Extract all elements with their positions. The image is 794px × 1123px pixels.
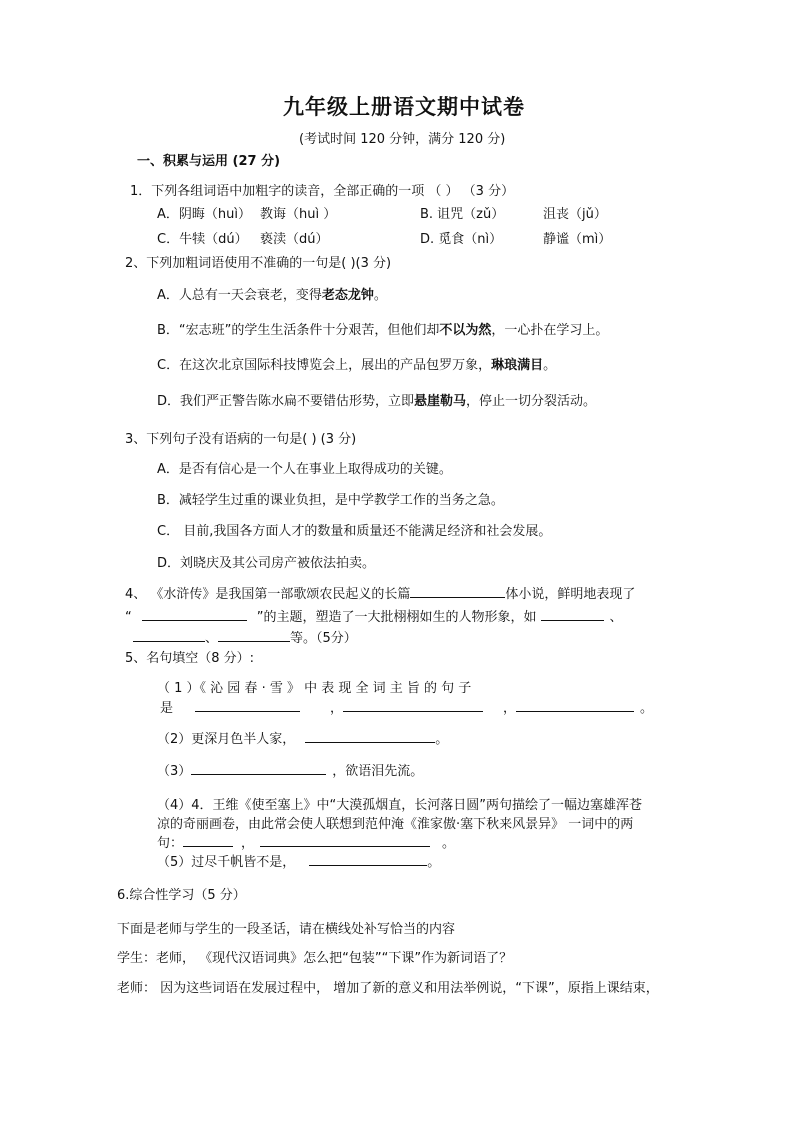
page-title: 九年级上册语文期中试卷 bbox=[283, 95, 525, 119]
q4-sep2: 、 bbox=[205, 631, 219, 646]
option-2d-post: ，停止一切分裂活动。 bbox=[466, 394, 597, 409]
question-4-line3 bbox=[133, 627, 357, 646]
question-1-stem: 1．下列各组词语中加粗字的读音，全部正确的一项 （ ） （3 分） bbox=[130, 184, 515, 199]
answer-blank[interactable] bbox=[309, 853, 427, 866]
option-2b-term: 不以为然 bbox=[439, 323, 492, 338]
option-3a: A．是否有信心是一个人在事业上取得成功的关键。 bbox=[157, 462, 452, 477]
option-1a-word1: A．阴晦（huì） bbox=[157, 207, 251, 222]
answer-blank[interactable] bbox=[133, 629, 205, 642]
option-1a-word2: 教诲（huì ） bbox=[260, 207, 337, 222]
option-1c-word1: C．牛犊（dú） bbox=[157, 232, 248, 247]
q4-text-2: 体小说，鲜明地表现了 bbox=[505, 587, 636, 602]
question-2-stem: 2、下列加粗词语使用不准确的一句是( )(3 分) bbox=[125, 256, 392, 271]
option-3d: D．刘晓庆及其公司房产被依法拍卖。 bbox=[157, 556, 376, 571]
answer-blank[interactable] bbox=[218, 629, 290, 642]
q5-item-1-line1: （ 1 ）《 沁 园 春 · 雪 》 中 表 现 全 词 主 旨 的 句 子 bbox=[157, 681, 472, 696]
answer-blank[interactable] bbox=[516, 699, 634, 712]
exam-info: (考试时间 120 分钟，满分 120 分) bbox=[299, 132, 506, 147]
q5-item-3 bbox=[157, 760, 423, 779]
q6-student-line: 学生：老师， 《现代汉语词典》怎么把“包装”“下课”作为新词语了？ bbox=[117, 951, 513, 966]
option-2c-pre: C．在这次北京国际科技博览会上，展出的产品包罗万象， bbox=[157, 358, 492, 373]
q5-item-4-line1: （4）4．王维《使至塞上》中“大漠孤烟直，长河落日圆”两句描绘了一幅边塞雄浑苍 bbox=[157, 798, 643, 813]
option-2d-pre: D．我们严正警告陈水扁不要错估形势，立即 bbox=[157, 394, 415, 409]
q5-item-3-text: ，欲语泪先流。 bbox=[332, 764, 424, 779]
section-heading: 一、积累与运用 (27 分) bbox=[137, 154, 281, 169]
option-2a-pre: A．人总有一天会衰老，变得 bbox=[157, 288, 322, 303]
q5-item-2-text: （2）更深月色半人家， bbox=[157, 732, 296, 747]
option-1b-word2: 沮丧（jǔ） bbox=[543, 207, 607, 222]
option-2d-term: 悬崖勒马 bbox=[414, 394, 467, 409]
answer-blank[interactable] bbox=[305, 730, 435, 743]
q5-period: 。 bbox=[435, 732, 449, 747]
q5-item-4-line3 bbox=[157, 832, 455, 851]
q5-item-4-sentence: 句： bbox=[157, 836, 184, 851]
q6-intro: 下面是老师与学生的一段圣话，请在横线处补写恰当的内容 bbox=[117, 922, 456, 937]
option-2b-post: ，一心扑在学习上。 bbox=[491, 323, 609, 338]
question-3-stem: 3、下列句子没有语病的一句是( ) (3 分) bbox=[125, 432, 357, 447]
answer-blank[interactable] bbox=[142, 608, 247, 621]
q5-item-4-line2: 凉的奇丽画卷，由此常会使人联想到范仲淹《淮家傲·塞下秋来风景异》 一词中的两 bbox=[157, 817, 634, 832]
q5-comma: ， bbox=[330, 701, 344, 716]
option-3c: C． 目前,我国各方面人才的数量和质量还不能满足经济和社会发展。 bbox=[157, 524, 552, 539]
option-3b: B．减轻学生过重的课业负担，是中学教学工作的当务之急。 bbox=[157, 493, 504, 508]
q5-period: 。 bbox=[640, 701, 654, 716]
q5-item-5 bbox=[157, 851, 440, 870]
q5-comma: ， bbox=[241, 836, 255, 851]
q5-item-1-line2 bbox=[160, 697, 653, 716]
question-6-stem: 6.综合性学习（5 分） bbox=[117, 888, 246, 903]
q5-item-2 bbox=[157, 728, 448, 747]
question-4-line1 bbox=[125, 583, 635, 602]
option-2c-post: 。 bbox=[543, 358, 557, 373]
option-2b bbox=[157, 319, 608, 338]
option-2c bbox=[157, 354, 556, 373]
option-2c-term: 琳琅满目 bbox=[491, 358, 544, 373]
q4-open-quote: “ bbox=[125, 610, 132, 625]
answer-blank[interactable] bbox=[195, 699, 300, 712]
q5-item-5-text: （5）过尽千帆皆不是， bbox=[157, 855, 296, 870]
q5-item-1-is: 是 bbox=[160, 701, 174, 716]
q5-period: 。 bbox=[442, 836, 456, 851]
q4-sep: 、 bbox=[609, 610, 623, 625]
option-2d bbox=[157, 390, 596, 409]
option-2b-pre: B．“宏志班”的学生生活条件十分艰苦，但他们却 bbox=[157, 323, 440, 338]
answer-blank[interactable] bbox=[410, 585, 505, 598]
q5-comma: ， bbox=[503, 701, 517, 716]
question-5-stem: 5、名句填空（8 分）: bbox=[125, 651, 255, 666]
answer-blank[interactable] bbox=[260, 834, 430, 847]
option-2a bbox=[157, 284, 387, 303]
option-2a-term: 老态龙钟 bbox=[321, 288, 374, 303]
q5-period: 。 bbox=[427, 855, 441, 870]
q4-text-1: 4、 《水浒传》是我国第一部歌颂农民起义的长篇 bbox=[125, 587, 411, 602]
option-1b-word1: B. 诅咒（zǔ） bbox=[420, 207, 505, 222]
q5-item-3-num: （3） bbox=[157, 764, 192, 779]
q4-text-3: ”的主题，塑造了一大批栩栩如生的人物形象，如 bbox=[256, 610, 537, 625]
answer-blank[interactable] bbox=[183, 834, 233, 847]
q6-teacher-line: 老师： 因为这些词语在发展过程中， 增加了新的意义和用法举例说，“下课”，原指上课结束， bbox=[117, 981, 659, 996]
option-1d-word2: 静谧（mì） bbox=[543, 232, 612, 247]
q4-text-4: 等。（5分） bbox=[290, 631, 357, 646]
option-2a-post: 。 bbox=[373, 288, 387, 303]
answer-blank[interactable] bbox=[343, 699, 483, 712]
question-4-line2 bbox=[125, 606, 623, 625]
answer-blank[interactable] bbox=[191, 762, 326, 775]
option-1d-word1: D. 觅食（nì） bbox=[420, 232, 503, 247]
option-1c-word2: 亵渎（dú） bbox=[260, 232, 329, 247]
answer-blank[interactable] bbox=[541, 608, 604, 621]
